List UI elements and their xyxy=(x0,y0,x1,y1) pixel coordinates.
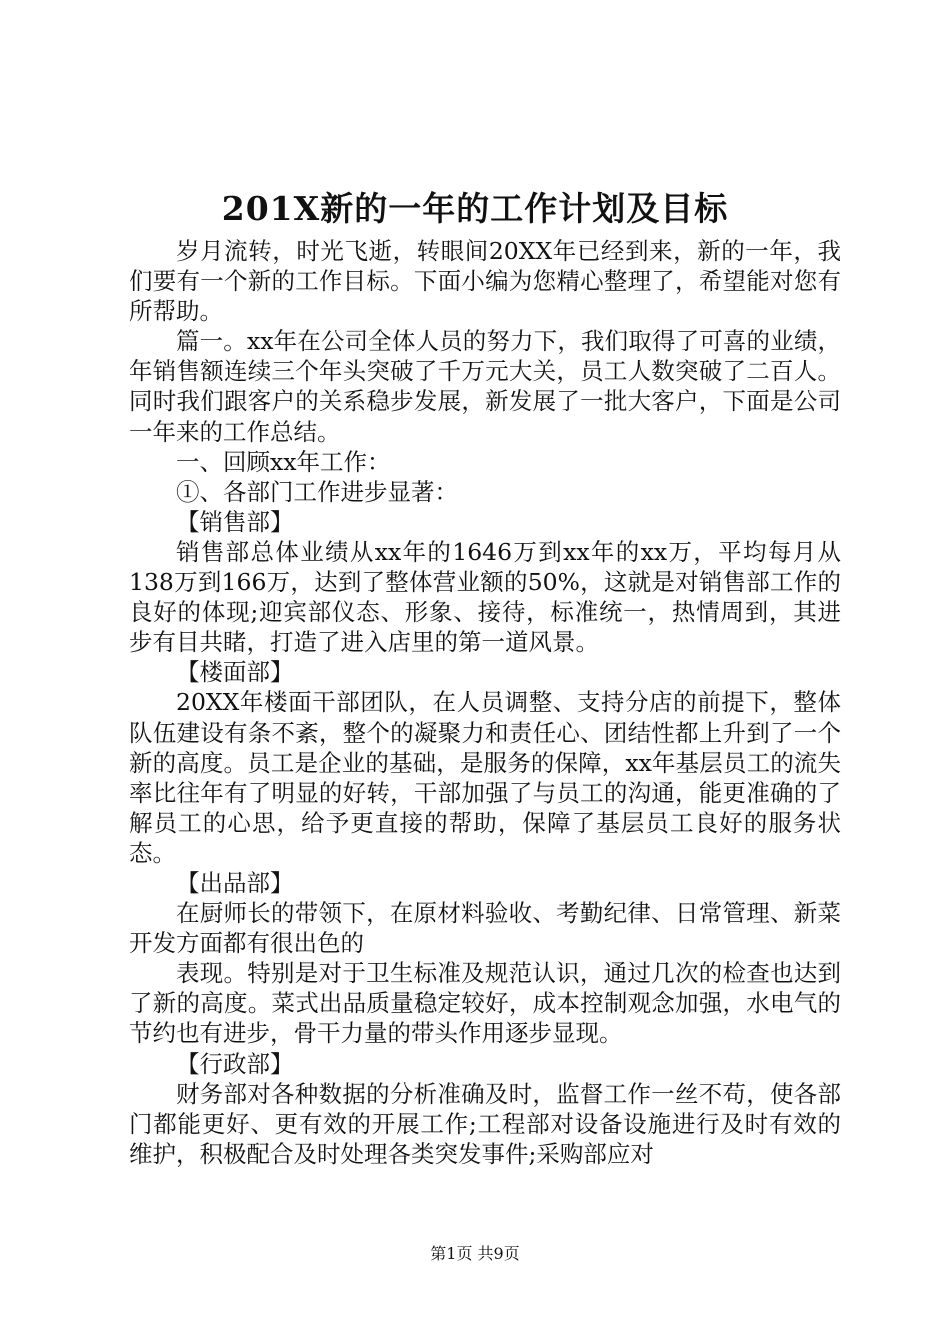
department-heading-admin: 【行政部】 xyxy=(176,1049,294,1078)
page-number-footer: 第1页 共9页 xyxy=(430,1244,520,1263)
paragraph-intro: 岁月流转，时光飞逝，转眼间20XX年已经到来，新的一年，我们要有一个新的工作目标。下面小编为您精心整理了，希望能对您有所帮助。 xyxy=(129,237,841,326)
subsection-heading-departments: ①、各部门工作进步显著： xyxy=(176,477,458,506)
paragraph-floor: 20XX年楼面干部团队，在人员调整、支持分店的前提下，整体队伍建设有条不紊，整个的凝聚力和责任心、团结性都上升到了一个新的高度。员工是企业的基础，是服务的保障，xx年基层员工的流失率比往年有了明显的好转，干部加强了与员工的沟通，能更准确的了解员工的心思，给予更直接的帮助，保障了基层员工良好的服务状态。 xyxy=(129,688,841,867)
paragraph-admin: 财务部对各种数据的分析准确及时，监督工作一丝不苟，使各部门都能更好、更有效的开展工作;工程部对设备设施进行及时有效的维护，积极配合及时处理各类突发事件;采购部应对 xyxy=(129,1079,841,1168)
department-heading-floor: 【楼面部】 xyxy=(176,658,294,687)
document-body xyxy=(129,236,841,1169)
paragraph-kitchen-part-2: 表现。特别是对于卫生标准及规范认识，通过几次的检查也达到了新的高度。菜式出品质量稳定较好，成本控制观念加强，水电气的节约也有进步，骨干力量的带头作用逐步显现。 xyxy=(129,959,841,1048)
section-heading-review: 一、回顾xx年工作： xyxy=(176,447,391,476)
paragraph-kitchen-part-1: 在厨师长的带领下，在原材料验收、考勤纪律、日常管理、新菜开发方面都有很出色的 xyxy=(129,899,841,958)
paragraph-part-one: 篇一。xx年在公司全体人员的努力下，我们取得了可喜的业绩，年销售额连续三个年头突破了千万元大关，员工人数突破了二百人。同时我们跟客户的关系稳步发展，新发展了一批大客户，下面是公司一年来的工作总结。 xyxy=(129,327,841,446)
document-title: 201X新的一年的工作计划及目标 xyxy=(221,189,729,228)
department-heading-sales: 【销售部】 xyxy=(176,507,294,536)
paragraph-sales: 销售部总体业绩从xx年的1646万到xx年的xx万，平均每月从138万到166万，达到了整体营业额的50%，这就是对销售部工作的良好的体现;迎宾部仪态、形象、接待，标准统一，热情周到，其进步有目共睹，打造了进入店里的第一道风景。 xyxy=(129,537,841,657)
department-heading-kitchen: 【出品部】 xyxy=(176,868,294,897)
